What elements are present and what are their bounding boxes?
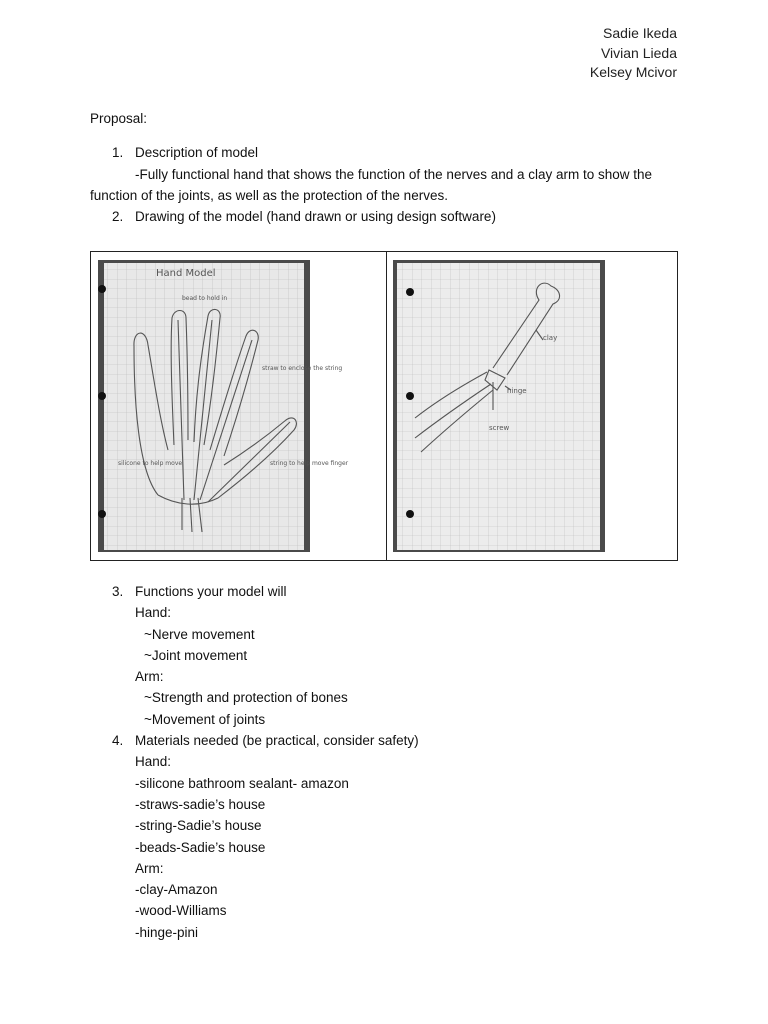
arm-sketch-note: screw — [489, 424, 510, 432]
hand-sketch-note: silicone to help move — [118, 460, 183, 467]
proposal-lists — [90, 581, 680, 943]
hand-sketch-photo — [98, 260, 349, 552]
function-item: ~Strength and protection of bones — [144, 690, 348, 706]
materials-arm-label: Arm: — [135, 860, 164, 876]
section-number: 2. — [112, 209, 124, 225]
section-title: Drawing of the model (hand drawn or using design software) — [135, 209, 496, 225]
section-drawing — [90, 206, 680, 227]
section-title: Description of model — [135, 145, 259, 161]
functions-hand-label: Hand: — [135, 605, 172, 621]
functions-arm-label: Arm: — [135, 669, 164, 685]
author-list — [590, 24, 677, 83]
section-description — [90, 142, 680, 163]
author-name: Kelsey Mcivor — [589, 64, 677, 80]
section-number: 3. — [112, 584, 124, 599]
material-item: -clay-Amazon — [135, 882, 218, 898]
arm-sketch-photo — [393, 260, 605, 552]
material-item: -silicone bathroom sealant- amazon — [135, 775, 349, 791]
section-functions — [90, 581, 680, 602]
arm-sketch-cell — [387, 252, 677, 560]
material-item: -wood-Williams — [135, 903, 227, 919]
material-item: -string-Sadie’s house — [135, 818, 262, 834]
hand-sketch-cell — [91, 252, 387, 560]
function-item: ~Movement of joints — [144, 711, 266, 727]
hand-sketch-note: bead to hold in — [182, 295, 228, 302]
section-number: 4. — [112, 733, 124, 749]
function-item: ~Nerve movement — [144, 626, 255, 642]
author-name: Sadie Ikeda — [603, 25, 677, 41]
section-number: 1. — [112, 145, 124, 161]
arm-sketch-note: clay — [543, 334, 558, 342]
hand-sketch-note: straw to enclose the string — [262, 365, 343, 372]
material-item: -hinge-pini — [135, 924, 199, 940]
material-item: -beads-Sadie’s house — [135, 839, 266, 855]
section-title: Functions your model will — [135, 584, 287, 599]
function-item: ~Joint movement — [144, 647, 248, 663]
description-text: -Fully functional hand that shows the function of the nerves and a clay arm to show the function of the joints, as well as the protection of the nerves. — [90, 166, 653, 203]
proposal-heading: Proposal: — [90, 111, 148, 126]
drawing-table — [90, 251, 678, 561]
hand-sketch-note: string to help move finger — [270, 460, 349, 467]
arm-sketch-note: hinge — [507, 387, 527, 395]
proposal-body — [90, 108, 680, 227]
material-item: -straws-sadie’s house — [135, 796, 266, 812]
section-title: Materials needed (be practical, consider safety) — [135, 733, 419, 749]
materials-hand-label: Hand: — [135, 754, 172, 770]
author-name: Vivian Lieda — [600, 44, 677, 61]
hand-sketch-title: Hand Model — [156, 268, 216, 279]
section-materials — [90, 730, 680, 751]
